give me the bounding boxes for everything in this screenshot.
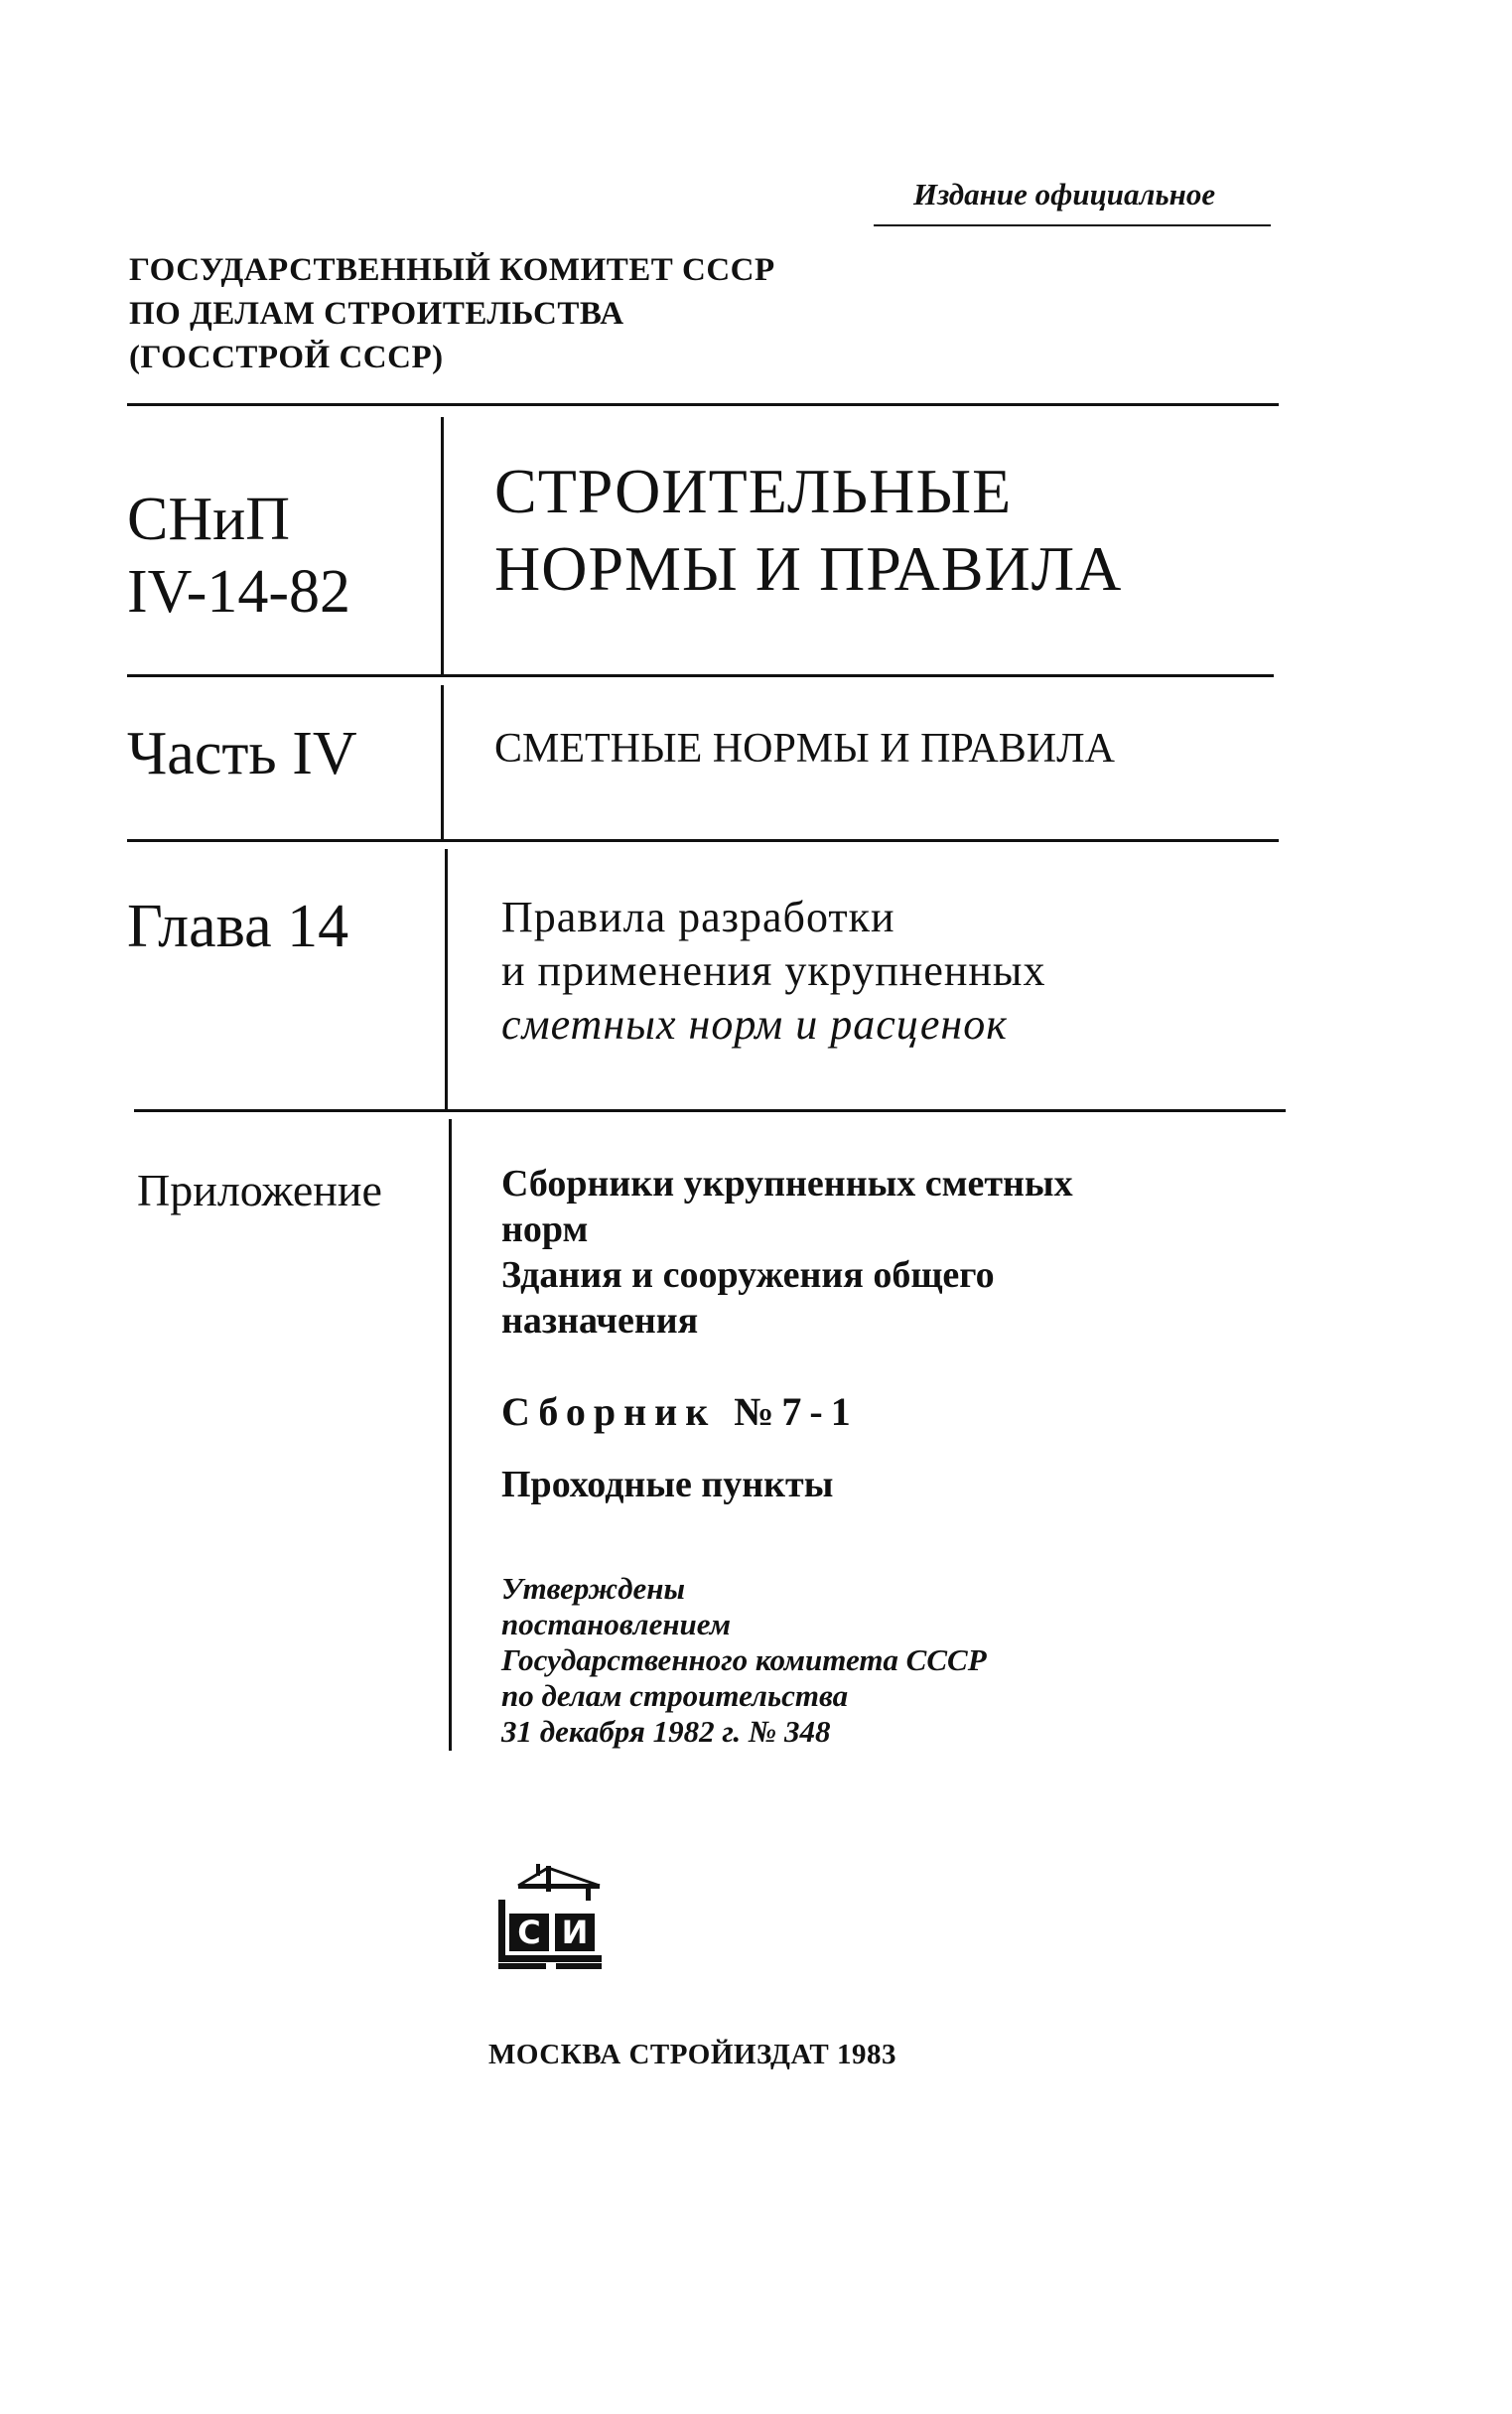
appendix-label: Приложение — [137, 1165, 382, 1215]
approval-line-5: 31 декабря 1982 г. № 348 — [501, 1714, 831, 1749]
document-code-line-2: IV-14-82 — [127, 558, 351, 626]
approval-line-3: Государственного комитета СССР — [501, 1642, 987, 1677]
column-divider — [449, 1119, 452, 1751]
column-divider — [441, 685, 444, 842]
svg-text:С: С — [517, 1914, 541, 1951]
rule-appendix — [134, 1109, 1286, 1112]
publisher-logo-icon — [496, 1862, 608, 1976]
part-label: Часть IV — [127, 720, 357, 787]
chapter-label: Глава 14 — [127, 893, 349, 960]
rule-part — [127, 674, 1274, 677]
part-title: СМЕТНЫЕ НОРМЫ И ПРАВИЛА — [494, 726, 1115, 772]
approval-line-4: по делам строительства — [501, 1678, 849, 1713]
chapter-title-line-1: Правила разработки — [501, 893, 895, 941]
appendix-title-line-1: Сборники укрупненных сметных — [501, 1163, 1073, 1205]
issuer-line-1: ГОСУДАРСТВЕННЫЙ КОМИТЕТ СССР — [129, 252, 775, 288]
chapter-title-line-2: и применения укрупненных — [501, 946, 1046, 995]
approval-line-2: постановлением — [501, 1607, 732, 1641]
collection-number: Сборник №7-1 — [501, 1389, 859, 1434]
rule-chapter — [127, 839, 1279, 842]
column-divider — [445, 849, 448, 1112]
appendix-title-line-3: Здания и сооружения общего — [501, 1254, 995, 1296]
approval-line-1: Утверждены — [501, 1571, 686, 1606]
edition-note: Издание официальное — [913, 177, 1216, 212]
column-divider — [441, 417, 444, 677]
appendix-title-line-2: норм — [501, 1208, 589, 1250]
document-code-line-1: СНиП — [127, 486, 291, 553]
appendix-title-line-4: назначения — [501, 1300, 699, 1342]
publisher-footer: МОСКВА СТРОЙИЗДАТ 1983 — [488, 2039, 896, 2070]
document-title-line-2: НОРМЫ И ПРАВИЛА — [494, 533, 1123, 604]
document-title-line-1: СТРОИТЕЛЬНЫЕ — [494, 456, 1013, 526]
issuer-line-2: ПО ДЕЛАМ СТРОИТЕЛЬСТВА — [129, 296, 624, 332]
rule-top — [127, 403, 1279, 406]
edition-underline — [874, 224, 1271, 226]
issuer-line-3: (ГОССТРОЙ СССР) — [129, 340, 444, 375]
chapter-title-line-3: сметных норм и расценок — [501, 1000, 1008, 1049]
section-title: Проходные пункты — [501, 1464, 834, 1505]
svg-text:И: И — [561, 1914, 589, 1951]
